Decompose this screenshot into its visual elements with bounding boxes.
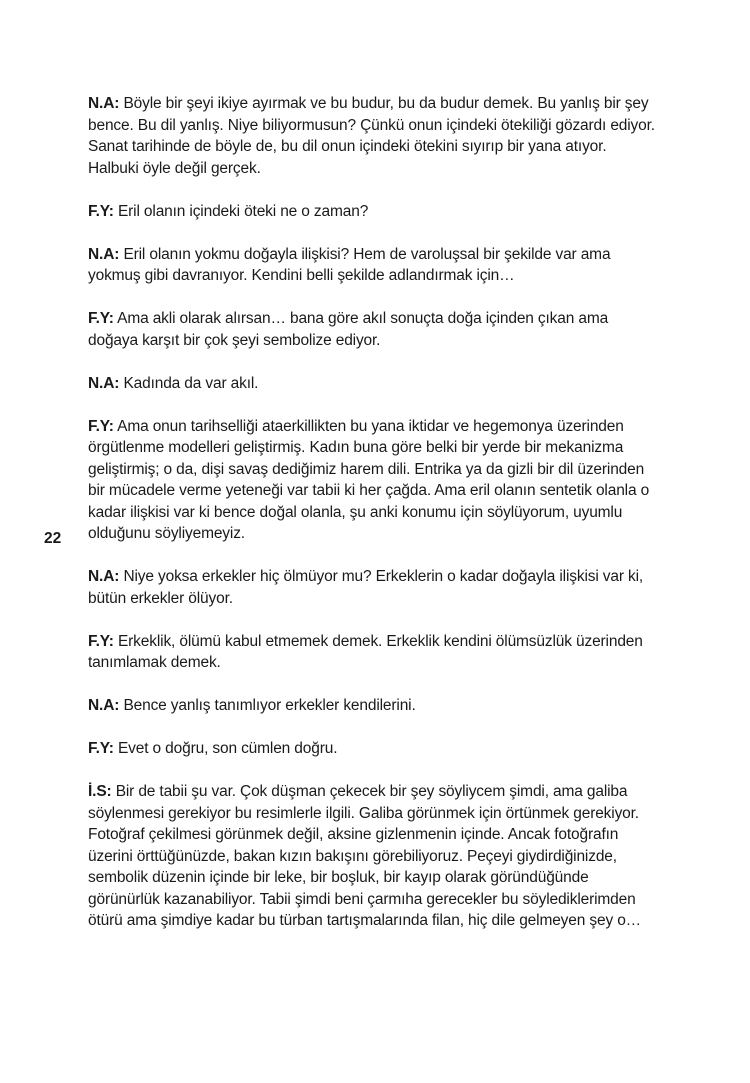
paragraph-text: Niye yoksa erkekler hiç ölmüyor mu? Erkeklerin o kadar doğayla ilişkisi var ki, bütün erkekler ölüyor. [88, 568, 644, 607]
dialogue-paragraph [88, 93, 658, 179]
speaker-label: N.A: [88, 568, 120, 585]
dialogue-text [88, 93, 658, 953]
dialogue-paragraph [88, 201, 658, 223]
dialogue-paragraph [88, 631, 658, 674]
dialogue-paragraph [88, 416, 658, 545]
speaker-label: İ.S: [88, 783, 112, 800]
paragraph-text: Böyle bir şeyi ikiye ayırmak ve bu budur, bu da budur demek. Bu yanlış bir şey bence. Bu dil yanlış. Niye biliyormusun? Çünkü onun içindeki ötekiliği gözardı ediyor. Sanat tarihinde de böyle de, bu dil onun içindeki ötekini sıyırıp bir yana atıyor. Halbuki öyle değil gerçek. [88, 95, 655, 177]
dialogue-paragraph [88, 695, 658, 717]
dialogue-paragraph [88, 781, 658, 932]
dialogue-paragraph [88, 244, 658, 287]
speaker-label: F.Y: [88, 417, 114, 435]
paragraph-text: Ama akli olarak alırsan… bana göre akıl sonuçta doğa içinden çıkan ama doğaya karşıt bir çok şeyi sembolize ediyor. [88, 310, 609, 349]
paragraph-text: Ama onun tarihselliği ataerkillikten bu yana iktidar ve hegemonya üzerinden örgütlenme modelleri geliştirmiş. Kadın buna göre belki bir yerde bir mekanizma geliştirmiş; o da, dişi savaş dediğimiz harem dili. Entrika ya da gizli bir dil üzerinden bir mücadele verme yeteneği var tabii ki her çağda. Ama eril olanın sentetik olanla o kadar ilişkisi var ki bence doğal olanla, şu anki konumu için söylüyorum, uyumlu olduğunu söyliyemeyiz. [88, 417, 650, 542]
speaker-label: F.Y: [88, 310, 114, 327]
speaker-label: F.Y: [88, 202, 114, 220]
speaker-label: N.A: [88, 374, 120, 392]
paragraph-text: Evet o doğru, son cümlen doğru. [117, 740, 338, 757]
dialogue-paragraph [88, 373, 658, 395]
dialogue-paragraph [88, 738, 658, 760]
speaker-label: F.Y: [88, 740, 114, 757]
speaker-label: N.A: [88, 95, 120, 112]
page-number: 22 [44, 530, 62, 547]
paragraph-text: Eril olanın içindeki öteki ne o zaman? [117, 202, 369, 220]
speaker-label: N.A: [88, 245, 120, 263]
paragraph-text: Bir de tabii şu var. Çok düşman çekecek bir şey söyliycem şimdi, ama galiba söylenmesi gerekiyor bu resimlerle ilgili. Galiba görünmek için örtünmek gerekiyor. Fotoğraf çekilmesi görünmek değil, aksine gizlenmenin içinde. Ancak fotoğrafın üzerini örttüğünüzde, bakan kızın bakışını görebiliyoruz. Peçeyi giydirdiğinizde, sembolik düzenin içinde bir leke, bir boşluk, bir kayıp olarak göründüğünde görünürlük kazanabiliyor. Tabii şimdi beni çarmıha gerecekler bu söylediklerimden ötürü ama şimdiye kadar bu türban tartışmalarında filan, hiç dile gelmeyen şey o… [88, 783, 642, 929]
paragraph-text: Bence yanlış tanımlıyor erkekler kendilerini. [123, 697, 416, 714]
dialogue-paragraph [88, 566, 658, 609]
speaker-label: N.A: [88, 697, 120, 714]
paragraph-text: Erkeklik, ölümü kabul etmemek demek. Erkeklik kendini ölümsüzlük üzerinden tanımlamak demek. [88, 632, 643, 671]
paragraph-text: Kadında da var akıl. [123, 374, 259, 392]
paragraph-text: Eril olanın yokmu doğayla ilişkisi? Hem de varoluşsal bir şekilde var ama yokmuş gibi davranıyor. Kendini belli şekilde adlandırmak için… [88, 245, 611, 284]
dialogue-paragraph [88, 308, 658, 351]
speaker-label: F.Y: [88, 632, 114, 650]
